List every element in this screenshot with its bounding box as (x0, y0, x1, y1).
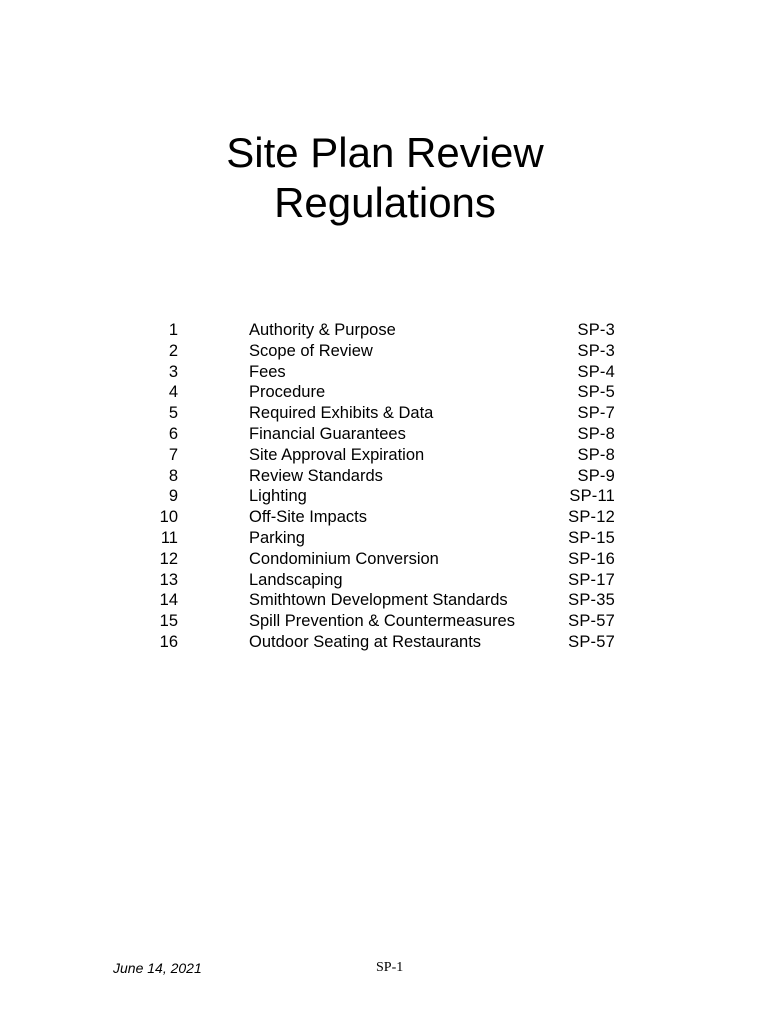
toc-number: 3 (168, 362, 178, 381)
toc-page: SP-57 (568, 632, 615, 651)
toc-row (0, 590, 770, 611)
toc-page: SP-11 (569, 487, 615, 506)
toc-page: SP-35 (568, 591, 615, 610)
toc-number: 15 (159, 612, 178, 631)
toc-page: SP-3 (577, 321, 615, 339)
toc-title: Site Approval Expiration (249, 445, 425, 464)
toc-row (0, 611, 770, 632)
toc-number: 11 (160, 528, 178, 547)
toc-number: 14 (159, 591, 178, 610)
toc-page: SP-15 (568, 528, 615, 547)
toc-row (0, 507, 770, 528)
toc-title: Review Standards (249, 466, 383, 485)
toc-number: 9 (168, 487, 178, 506)
title-line-1: Site Plan Review (226, 129, 544, 177)
page-title (0, 128, 770, 228)
toc-number: 16 (159, 632, 178, 651)
toc-number: 6 (168, 424, 178, 443)
toc-row (0, 403, 770, 424)
toc-row (0, 466, 770, 487)
toc-number: 8 (168, 466, 178, 485)
toc-page: SP-3 (577, 341, 615, 360)
toc-row (0, 424, 770, 445)
toc-title: Scope of Review (249, 341, 373, 360)
toc-row (0, 632, 770, 653)
toc-title: Landscaping (249, 570, 343, 589)
toc-page: SP-5 (577, 383, 615, 402)
toc-number: 13 (159, 570, 178, 589)
toc-page: SP-9 (577, 466, 615, 485)
table-of-contents (0, 320, 770, 653)
toc-title: Parking (249, 528, 305, 547)
toc-title: Off-Site Impacts (249, 508, 367, 527)
toc-page: SP-8 (577, 445, 615, 464)
toc-page: SP-16 (568, 549, 615, 568)
toc-row (0, 486, 770, 507)
toc-row (0, 362, 770, 383)
toc-page: SP-7 (577, 404, 615, 423)
toc-number: 4 (168, 383, 178, 402)
toc-number: 12 (159, 549, 178, 568)
toc-title: Smithtown Development Standards (249, 591, 508, 610)
toc-number: 10 (159, 508, 178, 527)
toc-row (0, 570, 770, 591)
toc-title: Required Exhibits & Data (249, 404, 434, 423)
toc-page: SP-12 (568, 508, 615, 527)
toc-title: Procedure (249, 383, 326, 402)
toc-number: 5 (168, 404, 178, 423)
toc-title: Fees (249, 362, 286, 381)
toc-number: 2 (168, 341, 178, 360)
toc-number: 1 (168, 321, 178, 339)
toc-page: SP-57 (568, 612, 615, 631)
toc-page: SP-17 (568, 570, 615, 589)
toc-row (0, 445, 770, 466)
toc-page: SP-4 (577, 362, 615, 381)
footer-page-number: SP-1 (376, 960, 404, 975)
toc-title: Lighting (249, 487, 307, 506)
toc-title: Spill Prevention & Countermeasures (249, 612, 515, 631)
toc-row (0, 320, 770, 341)
toc-row (0, 341, 770, 362)
toc-row (0, 549, 770, 570)
toc-title: Condominium Conversion (249, 549, 439, 568)
toc-row (0, 528, 770, 549)
toc-title: Financial Guarantees (249, 424, 406, 443)
title-line-2: Regulations (274, 179, 496, 227)
toc-page: SP-8 (577, 424, 615, 443)
toc-title: Authority & Purpose (249, 321, 396, 339)
toc-number: 7 (168, 445, 178, 464)
footer-date: June 14, 2021 (113, 960, 202, 976)
toc-title: Outdoor Seating at Restaurants (249, 632, 482, 651)
toc-row (0, 382, 770, 403)
